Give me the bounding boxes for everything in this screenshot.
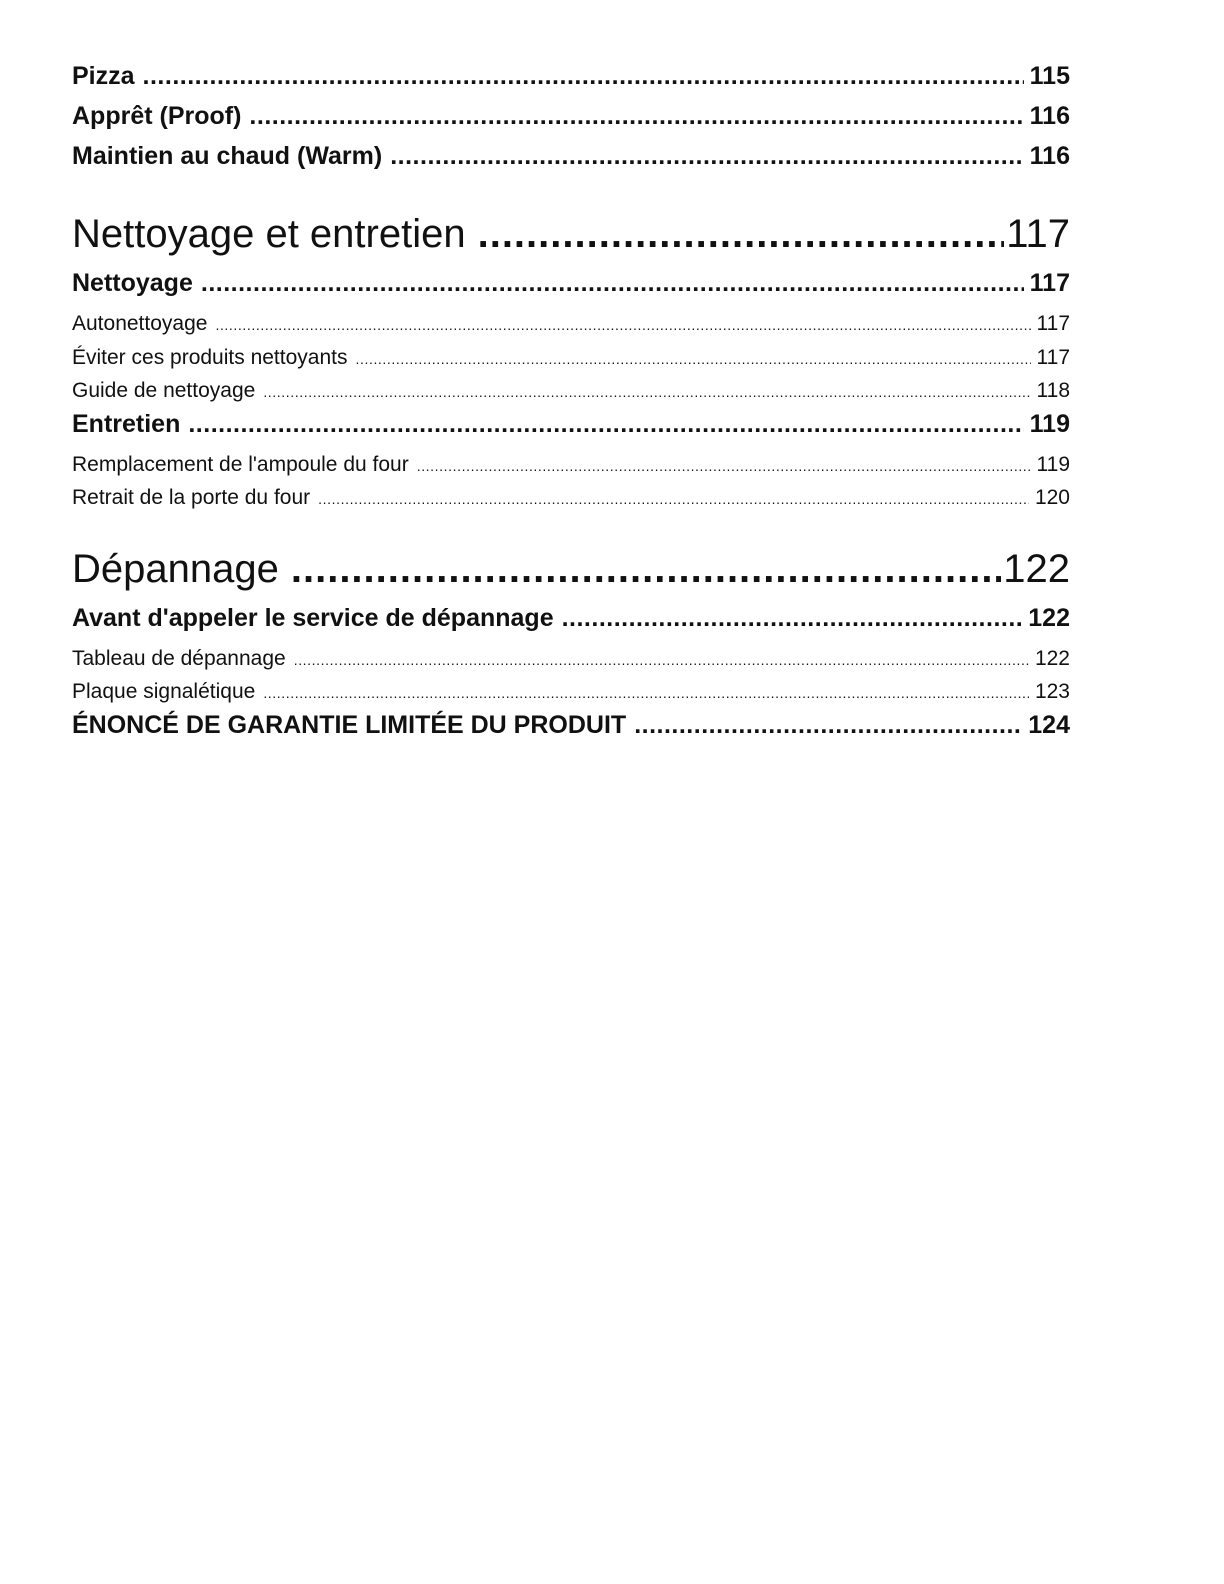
dot-leader	[318, 491, 1029, 507]
toc-page-number: 124	[1028, 711, 1070, 739]
toc-page-number: 115	[1029, 62, 1070, 90]
toc-entry-proof[interactable]	[72, 102, 1070, 131]
toc-entry-cleaning-guide[interactable]	[72, 379, 1070, 403]
dot-leader	[291, 547, 1001, 592]
toc-entry-title: Nettoyage	[72, 269, 193, 297]
toc-entry-title: Maintien au chaud (Warm)	[72, 142, 383, 170]
toc-page-number: 119	[1036, 453, 1070, 476]
dot-leader	[249, 102, 1023, 131]
toc-page-number: 122	[1034, 647, 1070, 670]
toc-entry-warranty[interactable]	[72, 711, 1070, 740]
toc-entry-cleaning[interactable]	[72, 269, 1070, 298]
toc-page-number: 116	[1029, 102, 1070, 130]
toc-page-number: 117	[1036, 346, 1070, 369]
toc-page-number: 122	[1028, 604, 1070, 632]
toc-entry-maintenance[interactable]	[72, 410, 1070, 439]
dot-leader	[478, 212, 1005, 257]
toc-section-cleaning[interactable]	[72, 212, 1070, 257]
toc-page-number: 118	[1036, 379, 1070, 402]
dot-leader	[263, 685, 1029, 701]
toc-entry-title: Avant d'appeler le service de dépannage	[72, 604, 554, 632]
dot-leader	[201, 269, 1024, 298]
dot-leader	[562, 604, 1023, 633]
toc-page-number: 119	[1029, 410, 1070, 438]
dot-leader	[355, 351, 1030, 367]
toc-entry-title: Autonettoyage	[72, 312, 208, 335]
toc-entry-title: Plaque signalétique	[72, 680, 256, 703]
dot-leader	[215, 317, 1030, 333]
dot-leader	[263, 384, 1030, 400]
dot-leader	[143, 62, 1024, 91]
dot-leader	[634, 711, 1022, 740]
toc-page-number: 122	[1003, 547, 1070, 591]
toc-entry-title: Tableau de dépannage	[72, 647, 286, 670]
toc-entry-title: Éviter ces produits nettoyants	[72, 346, 348, 369]
toc-entry-warm[interactable]	[72, 142, 1070, 171]
toc-entry-self-clean[interactable]	[72, 312, 1070, 336]
toc-page-number: 120	[1034, 486, 1070, 509]
toc-entry-nameplate[interactable]	[72, 680, 1070, 704]
toc-page-number: 116	[1029, 142, 1070, 170]
toc-page-number: 117	[1006, 212, 1070, 256]
toc-entry-title: Pizza	[72, 62, 135, 90]
toc-entry-avoid-cleaners[interactable]	[72, 346, 1070, 370]
toc-page-number: 117	[1036, 312, 1070, 335]
toc-page-number: 123	[1034, 680, 1070, 703]
toc-entry-title: Guide de nettoyage	[72, 379, 256, 402]
dot-leader	[188, 410, 1023, 439]
dot-leader	[294, 652, 1029, 668]
toc-entry-pizza[interactable]	[72, 62, 1070, 91]
toc-entry-title: Entretien	[72, 410, 181, 438]
dot-leader	[390, 142, 1023, 171]
toc-section-title: Dépannage	[72, 547, 279, 591]
toc-entry-bulb[interactable]	[72, 453, 1070, 477]
toc-entry-title: Retrait de la porte du four	[72, 486, 311, 509]
toc-entry-before-service[interactable]	[72, 604, 1070, 633]
dot-leader	[417, 458, 1031, 474]
toc-entry-title: Apprêt (Proof)	[72, 102, 242, 130]
toc-entry-title: Remplacement de l'ampoule du four	[72, 453, 409, 476]
toc-entry-troubleshooting-table[interactable]	[72, 647, 1070, 671]
toc-entry-title: ÉNONCÉ DE GARANTIE LIMITÉE DU PRODUIT	[72, 711, 627, 739]
toc-entry-door[interactable]	[72, 486, 1070, 510]
toc-section-title: Nettoyage et entretien	[72, 212, 466, 256]
toc-page-number: 117	[1029, 269, 1070, 297]
toc-section-troubleshooting[interactable]	[72, 547, 1070, 592]
